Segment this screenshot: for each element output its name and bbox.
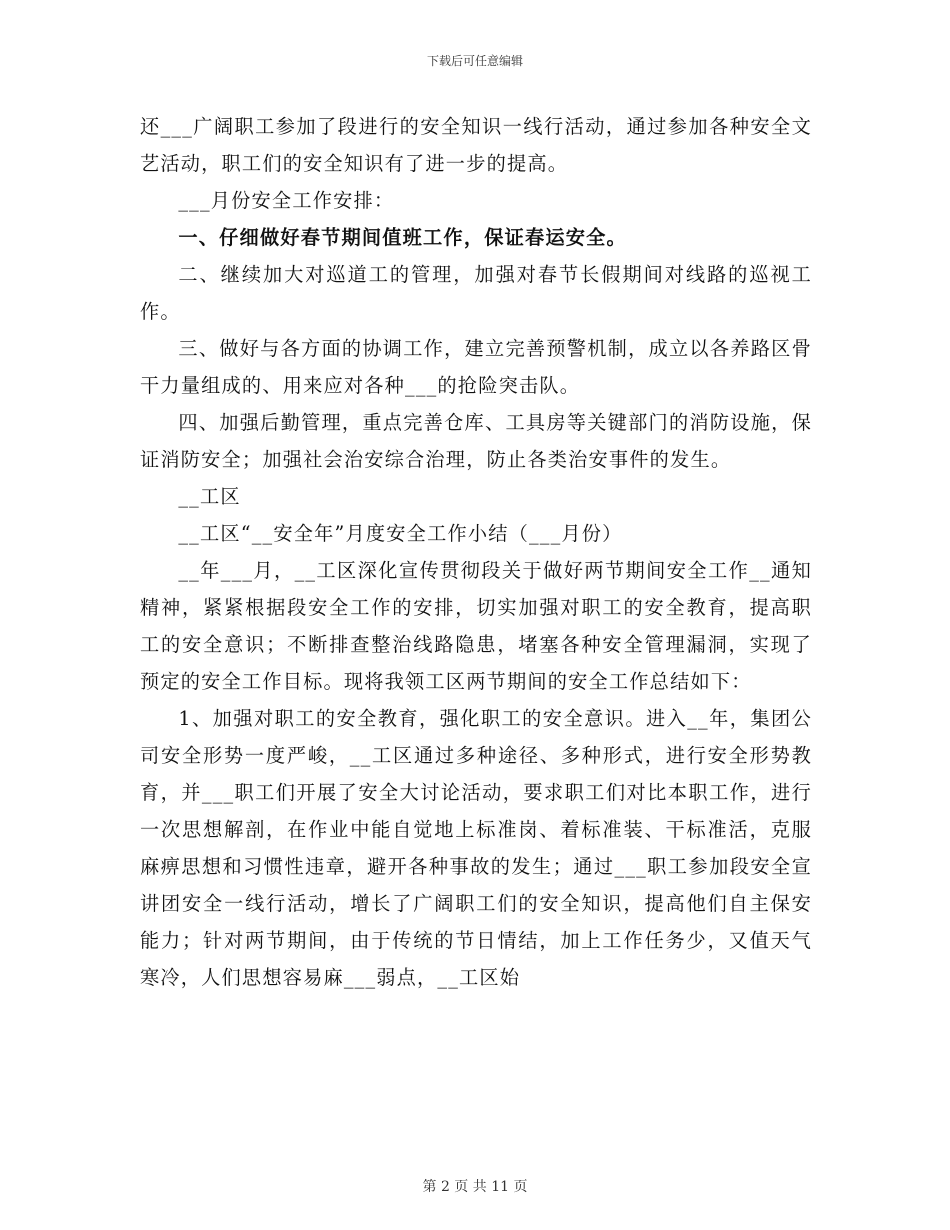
paragraph-6 [140, 404, 812, 478]
document-body [140, 108, 812, 996]
paragraph-text: __年___月，__工区深化宣传贯彻段关于做好两节期间安全工作__通知精神，紧紧根据段安全工作的安排，切实加强对职工的安全教育，提高职工的安全意识；不断排查整治线路隐患，堵塞各种安全管理漏洞，实现了预定的安全工作目标。现将我领工区两节期间的安全工作总结如下： [140, 559, 812, 693]
page-footer [0, 1176, 950, 1196]
paragraph-1 [140, 108, 812, 182]
paragraph-text: 三、做好与各方面的协调工作，建立完善预警机制，成立以各养路区骨干力量组成的、用来应对各种___的抢险突击队。 [140, 337, 812, 397]
paragraph-text: 二、继续加大对巡道工的管理，加强对春节长假期间对线路的巡视工作。 [140, 263, 812, 323]
paragraph-text: 还___广阔职工参加了段进行的安全知识一线行活动，通过参加各种安全文艺活动，职工们的安全知识有了进一步的提高。 [140, 115, 812, 175]
paragraph-text: ___月份安全工作安排： [178, 189, 395, 212]
paragraph-2 [140, 182, 812, 219]
paragraph-text: 四、加强后勤管理，重点完善仓库、工具房等关键部门的消防设施，保证消防安全；加强社会治安综合治理，防止各类治安事件的发生。 [140, 411, 812, 471]
paragraph-8 [140, 515, 812, 552]
paragraph-text: __工区“__安全年”月度安全工作小结（___月份） [178, 522, 623, 545]
paragraph-10 [140, 700, 812, 996]
paragraph-3 [140, 219, 812, 256]
paragraph-7 [140, 478, 812, 515]
page-number: 第 2 页 共 11 页 [422, 1179, 528, 1195]
paragraph-text: 1、加强对职工的安全教育，强化职工的安全意识。进入__年，集团公司安全形势一度严峻，__工区通过多种途径、多种形式，进行安全形势教育，并___职工们开展了安全大讨论活动，要求职工们对比本职工作，进行一次思想解剖，在作业中能自觉地上标准岗、着标准装、干标准活，克服麻痹思想和习惯性违章，避开各种事故的发生；通过___职工参加段安全宣讲团安全一线行活动，增长了广阔职工们的安全知识，提高他们自主保安能力；针对两节期间，由于传统的节日情结，加上工作任务少，又值天气寒冷，人们思想容易麻___弱点，__工区始 [140, 707, 812, 989]
paragraph-text: 一、仔细做好春节期间值班工作，保证春运安全。 [178, 226, 627, 249]
paragraph-text: __工区 [178, 485, 241, 508]
paragraph-9 [140, 552, 812, 700]
page-header [0, 52, 950, 69]
paragraph-4 [140, 256, 812, 330]
paragraph-5 [140, 330, 812, 404]
header-note: 下载后可任意编辑 [426, 54, 523, 68]
